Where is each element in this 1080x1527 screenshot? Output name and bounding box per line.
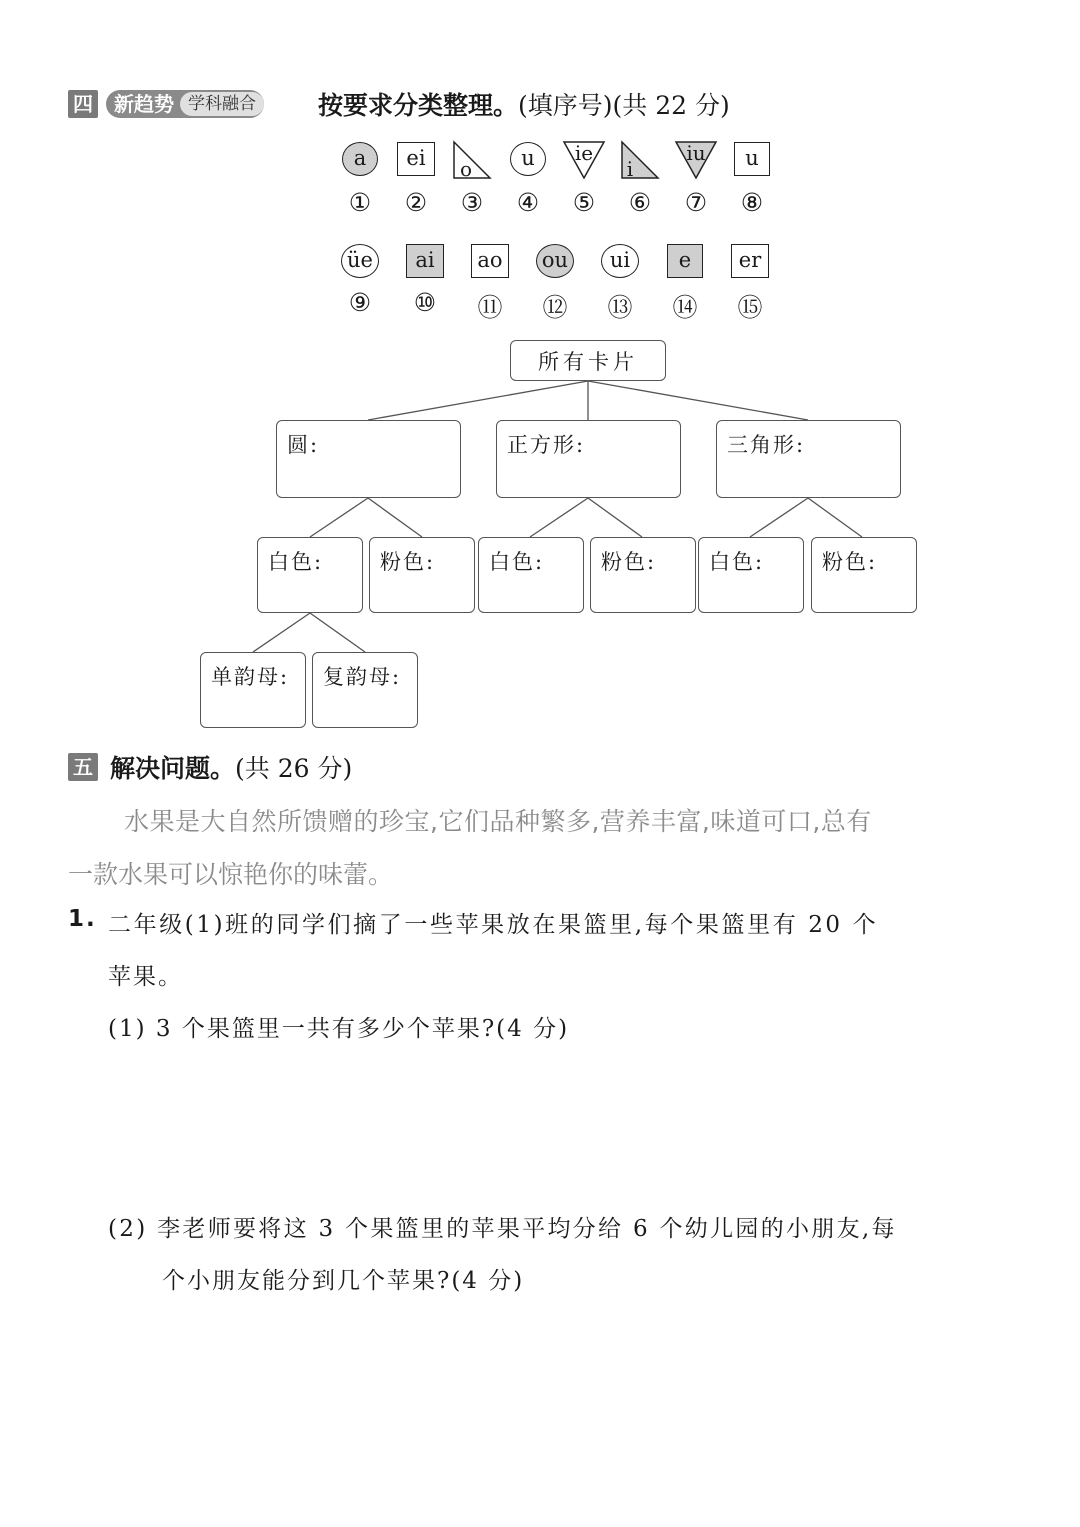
question-1-sub-2-line-1: (2) 李老师要将这 3 个果篮里的苹果平均分给 6 个幼儿园的小朋友,每 (108, 1216, 897, 1242)
question-1-line-1: 二年级(1)班的同学们摘了一些苹果放在果篮里,每个果篮里有 20 个 (108, 912, 879, 938)
card-index: ③ (460, 188, 484, 217)
tree-box-circle-white[interactable]: 白色: (257, 537, 363, 613)
card-index: ⑫ (542, 293, 568, 322)
section-5-heading (110, 749, 352, 785)
card-label: ai (415, 248, 435, 272)
card-index: ① (348, 188, 372, 217)
card-index: ⑨ (348, 288, 372, 317)
tree-box-triangle-white[interactable]: 白色: (698, 537, 804, 613)
badge-sub: 学科融合 (180, 92, 264, 116)
card-index: ⑧ (740, 188, 764, 217)
tree-box-circle-pink[interactable]: 粉色: (369, 537, 475, 613)
card-index: ④ (516, 188, 540, 217)
tree-box-square-pink[interactable]: 粉色: (590, 537, 696, 613)
card-index: ⑦ (684, 188, 708, 217)
card-index: ⑩ (413, 288, 437, 317)
card-label: ei (406, 146, 426, 170)
question-1-sub-1: (1) 3 个果篮里一共有多少个苹果?(4 分) (108, 1016, 570, 1042)
question-1-line-2: 苹果。 (108, 964, 183, 990)
card-index: ⑮ (737, 293, 763, 322)
card-label: u (521, 146, 535, 170)
tree-box-square-white[interactable]: 白色: (478, 537, 584, 613)
card-index: ⑤ (572, 188, 596, 217)
section-number-4: 四 (68, 90, 98, 118)
card-label: ie (574, 141, 594, 165)
card-label: a (353, 146, 367, 170)
section-number-5: 五 (68, 753, 98, 781)
card-label: u (745, 146, 759, 170)
card-label: ou (541, 248, 569, 272)
section-5-title: 解决问题。 (110, 754, 236, 783)
card-index: ⑥ (628, 188, 652, 217)
card-label: o (459, 157, 473, 181)
question-1-number: 1. (68, 906, 97, 932)
card-label: ao (477, 248, 503, 272)
card-label: iu (686, 141, 706, 165)
intro-line-1: 水果是大自然所馈赠的珍宝,它们品种繁多,营养丰富,味道可口,总有 (124, 807, 872, 836)
card-index: ② (404, 188, 428, 217)
tree-box-triangle-pink[interactable]: 粉色: (811, 537, 917, 613)
tree-box-square[interactable]: 正方形: (496, 420, 681, 498)
card-label: i (626, 157, 634, 181)
card-index: ⑭ (672, 293, 698, 322)
tree-root-all-cards: 所有卡片 (510, 340, 666, 381)
tree-box-circle[interactable]: 圆: (276, 420, 461, 498)
card-label: ui (609, 248, 631, 272)
card-label: üe (347, 248, 373, 272)
tree-box-single-vowel[interactable]: 单韵母: (200, 652, 306, 728)
answer-area-1[interactable] (108, 1060, 1008, 1190)
card-index: ⑪ (477, 293, 503, 322)
section-4-note: (填序号)(共 22 分) (518, 91, 730, 120)
section-5-note: (共 26 分) (235, 754, 353, 783)
tree-box-triangle[interactable]: 三角形: (716, 420, 901, 498)
card-index: ⑬ (607, 293, 633, 322)
question-1-sub-2-line-2: 个小朋友能分到几个苹果?(4 分) (162, 1268, 525, 1294)
section-4-title: 按要求分类整理。 (318, 91, 519, 120)
card-label: er (738, 248, 762, 272)
card-label: e (678, 248, 692, 272)
badge-main: 新趋势 (114, 92, 174, 116)
tree-box-compound-vowel[interactable]: 复韵母: (312, 652, 418, 728)
answer-area-2[interactable] (108, 1310, 1008, 1490)
intro-line-2: 一款水果可以惊艳你的味蕾。 (68, 860, 394, 889)
